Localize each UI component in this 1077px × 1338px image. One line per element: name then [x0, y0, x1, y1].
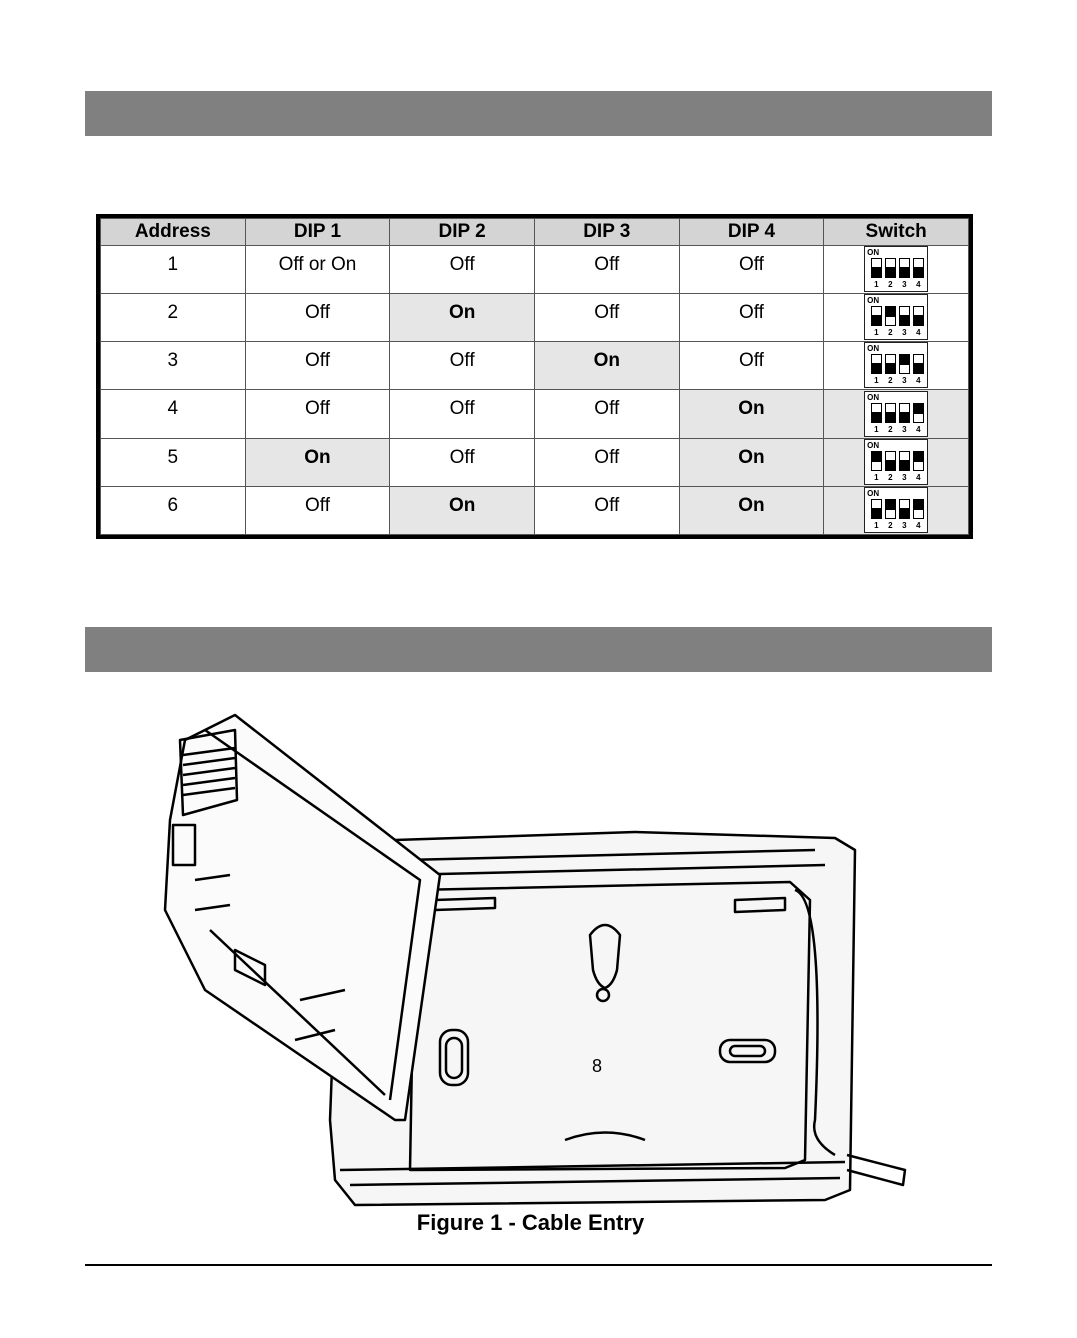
cell-dip1: Off — [245, 342, 390, 390]
switch-knob — [886, 412, 895, 422]
switch-slot — [885, 306, 896, 326]
cell-dip4: Off — [679, 294, 824, 342]
switch-on-label: ON — [867, 440, 880, 450]
switch-slot — [871, 451, 882, 471]
switch-slot — [913, 258, 924, 278]
switch-number: 4 — [916, 472, 921, 482]
switch-number: 1 — [874, 520, 879, 530]
cell-dip3: Off — [534, 294, 679, 342]
switch-knob — [914, 267, 923, 277]
dip-switch-icon — [864, 391, 928, 437]
table-row — [101, 390, 969, 438]
cell-dip3: Off — [534, 246, 679, 294]
switch-on-label: ON — [867, 488, 880, 498]
switch-slot — [885, 451, 896, 471]
switch-number: 3 — [902, 376, 907, 386]
switch-number: 3 — [902, 472, 907, 482]
switch-slot — [885, 258, 896, 278]
switch-slot — [899, 451, 910, 471]
switch-slot — [899, 499, 910, 519]
switch-number: 3 — [902, 520, 907, 530]
cell-dip4: Off — [679, 246, 824, 294]
switch-knob — [886, 460, 895, 470]
switch-slot — [913, 403, 924, 423]
switch-knob — [914, 452, 923, 462]
switch-on-label: ON — [867, 248, 880, 258]
switch-number: 2 — [888, 472, 893, 482]
cell-switch — [824, 342, 969, 390]
switch-knob — [872, 315, 881, 325]
cell-dip3: Off — [534, 486, 679, 534]
dip-switch-icon — [864, 246, 928, 292]
switch-knob — [886, 363, 895, 373]
switch-number: 3 — [902, 280, 907, 290]
switch-knob — [914, 315, 923, 325]
switch-knob — [872, 508, 881, 518]
cell-dip1: Off — [245, 294, 390, 342]
cell-dip1: On — [245, 438, 390, 486]
cell-dip4: Off — [679, 342, 824, 390]
switch-slot — [913, 499, 924, 519]
dip-switch-table-frame — [96, 214, 973, 539]
switch-knob — [900, 267, 909, 277]
switch-number: 1 — [874, 328, 879, 338]
cable-entry-figure — [135, 700, 915, 1208]
table-header-row — [101, 219, 969, 246]
switch-number: 1 — [874, 424, 879, 434]
switch-number: 4 — [916, 280, 921, 290]
cell-dip2: Off — [390, 438, 535, 486]
table-row — [101, 486, 969, 534]
header-dip1: DIP 1 — [245, 219, 390, 246]
switch-knob — [900, 412, 909, 422]
cell-address: 6 — [101, 486, 246, 534]
switch-knob — [886, 307, 895, 317]
cell-dip1: Off — [245, 390, 390, 438]
switch-number: 4 — [916, 520, 921, 530]
switch-knob — [900, 355, 909, 365]
switch-slot — [871, 306, 882, 326]
switch-number: 1 — [874, 472, 879, 482]
section-header-bar — [85, 627, 992, 672]
cell-dip4: On — [679, 390, 824, 438]
cell-address: 2 — [101, 294, 246, 342]
switch-number: 1 — [874, 376, 879, 386]
switch-knob — [886, 267, 895, 277]
table-row — [101, 246, 969, 294]
cell-dip1: Off — [245, 486, 390, 534]
header-dip2: DIP 2 — [390, 219, 535, 246]
switch-number: 4 — [916, 376, 921, 386]
switch-number: 2 — [888, 520, 893, 530]
cell-dip2: Off — [390, 390, 535, 438]
cell-address: 3 — [101, 342, 246, 390]
switch-slot — [899, 354, 910, 374]
cell-dip3: Off — [534, 438, 679, 486]
switch-number: 3 — [902, 328, 907, 338]
switch-number: 1 — [874, 280, 879, 290]
table-row — [101, 438, 969, 486]
switch-slot — [913, 451, 924, 471]
dip-switch-icon — [864, 487, 928, 533]
cell-address: 5 — [101, 438, 246, 486]
cell-dip2: Off — [390, 246, 535, 294]
switch-number: 2 — [888, 280, 893, 290]
cell-dip1: Off or On — [245, 246, 390, 294]
switch-number: 2 — [888, 376, 893, 386]
switch-slot — [885, 354, 896, 374]
switch-slot — [899, 258, 910, 278]
dip-switch-icon — [864, 439, 928, 485]
switch-knob — [872, 452, 881, 462]
cell-dip4: On — [679, 438, 824, 486]
section-header-bar — [85, 91, 992, 136]
switch-knob — [886, 500, 895, 510]
cable-entry-illustration — [135, 700, 915, 1208]
cell-switch — [824, 486, 969, 534]
switch-number: 4 — [916, 424, 921, 434]
switch-knob — [900, 460, 909, 470]
cell-address: 1 — [101, 246, 246, 294]
cell-dip3: On — [534, 342, 679, 390]
switch-on-label: ON — [867, 392, 880, 402]
cell-dip2: Off — [390, 342, 535, 390]
switch-slot — [913, 306, 924, 326]
switch-slot — [885, 499, 896, 519]
switch-number: 4 — [916, 328, 921, 338]
footer-divider — [85, 1264, 992, 1266]
switch-slot — [899, 306, 910, 326]
cell-dip2: On — [390, 294, 535, 342]
switch-knob — [914, 363, 923, 373]
table-row — [101, 342, 969, 390]
switch-knob — [872, 412, 881, 422]
header-dip4: DIP 4 — [679, 219, 824, 246]
switch-slot — [871, 354, 882, 374]
dip-switch-address-table — [100, 218, 969, 535]
switch-knob — [900, 315, 909, 325]
header-switch: Switch — [824, 219, 969, 246]
switch-slot — [871, 403, 882, 423]
svg-text:8: 8 — [592, 1056, 603, 1076]
switch-knob — [900, 508, 909, 518]
header-address: Address — [101, 219, 246, 246]
dip-switch-icon — [864, 294, 928, 340]
switch-number: 3 — [902, 424, 907, 434]
switch-slot — [913, 354, 924, 374]
dip-switch-icon — [864, 342, 928, 388]
cell-dip2: On — [390, 486, 535, 534]
switch-knob — [872, 363, 881, 373]
switch-slot — [871, 499, 882, 519]
cell-dip4: On — [679, 486, 824, 534]
switch-knob — [914, 500, 923, 510]
switch-on-label: ON — [867, 296, 880, 306]
switch-on-label: ON — [867, 344, 880, 354]
cell-switch — [824, 294, 969, 342]
switch-knob — [914, 404, 923, 414]
switch-knob — [872, 267, 881, 277]
cell-address: 4 — [101, 390, 246, 438]
switch-number: 2 — [888, 328, 893, 338]
figure-caption — [0, 1210, 1077, 1236]
header-dip3: DIP 3 — [534, 219, 679, 246]
switch-number: 2 — [888, 424, 893, 434]
cell-switch — [824, 390, 969, 438]
switch-slot — [871, 258, 882, 278]
cell-switch — [824, 438, 969, 486]
switch-slot — [885, 403, 896, 423]
table-row — [101, 294, 969, 342]
switch-slot — [899, 403, 910, 423]
figure-caption-text: Figure 1 - Cable Entry — [416, 1210, 645, 1235]
cell-dip3: Off — [534, 390, 679, 438]
cell-switch — [824, 246, 969, 294]
